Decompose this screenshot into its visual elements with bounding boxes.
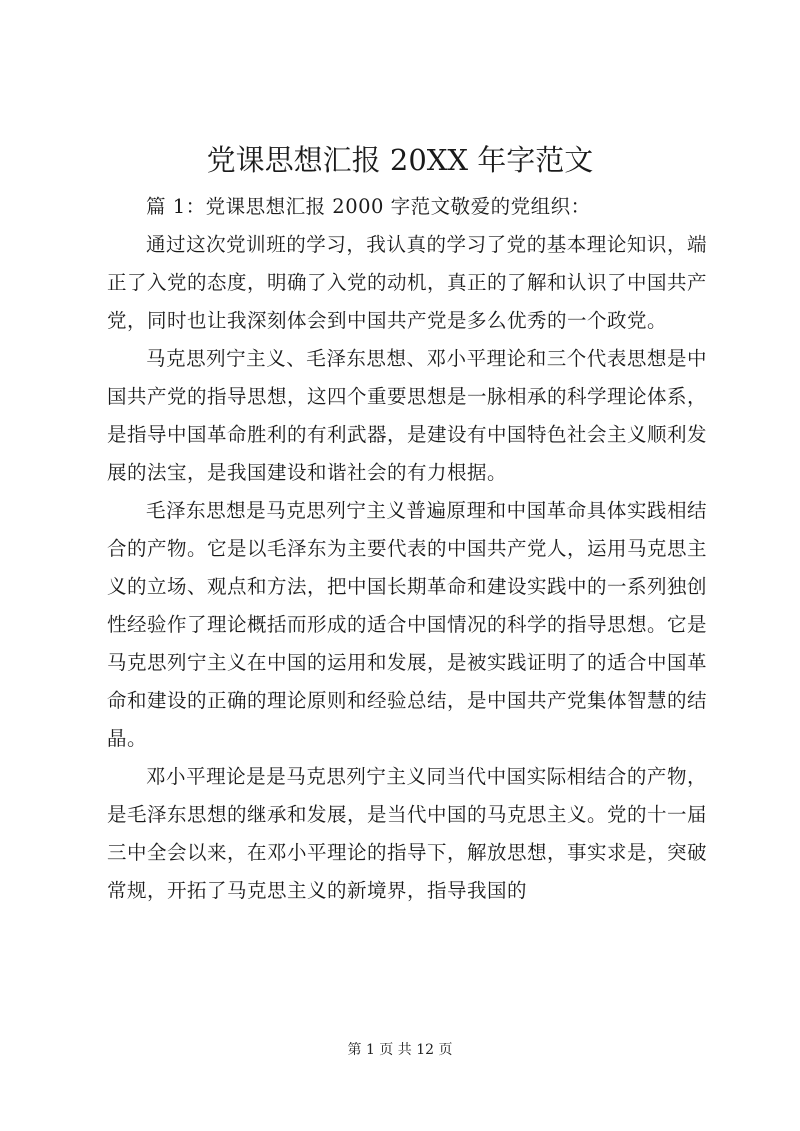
document-body	[107, 188, 707, 910]
page-footer	[0, 1040, 800, 1060]
paragraph-3: 毛泽东思想是马克思列宁主义普遍原理和中国革命具体实践相结合的产物。它是以毛泽东为主要代表的中国共产党人，运用马克思主义的立场、观点和方法，把中国长期革命和建设实践中的一系列独创性经验作了理论概括而形成的适合中国情况的科学的指导思想。它是马克思列宁主义在中国的运用和发展，是被实践证明了的适合中国革命和建设的正确的理论原则和经验总结，是中国共产党集体智慧的结晶。	[107, 499, 708, 750]
paragraph-intro: 篇 1：党课思想汇报 2000 字范文敬爱的党组织：	[146, 195, 591, 218]
paragraph-1: 通过这次党训班的学习，我认真的学习了党的基本理论知识，端正了入党的态度，明确了入党的动机，真正的了解和认识了中国共产党，同时也让我深刻体会到中国共产党是多么优秀的一个政党。	[107, 233, 708, 332]
document-title: 党课思想汇报 20XX 年字范文	[206, 143, 594, 177]
paragraph-2: 马克思列宁主义、毛泽东思想、邓小平理论和三个代表思想是中国共产党的指导思想，这四个重要思想是一脉相承的科学理论体系，是指导中国革命胜利的有利武器，是建设有中国特色社会主义顺利发展的法宝，是我国建设和谐社会的有力根据。	[107, 347, 708, 484]
page-number: 第 1 页 共 12 页	[347, 1042, 453, 1058]
paragraph-4: 邓小平理论是是马克思列宁主义同当代中国实际相结合的产物，是毛泽东思想的继承和发展，是当代中国的马克思主义。党的十一届三中全会以来，在邓小平理论的指导下，解放思想，事实求是，突破常规，开拓了马克思主义的新境界，指导我国的	[107, 765, 708, 902]
